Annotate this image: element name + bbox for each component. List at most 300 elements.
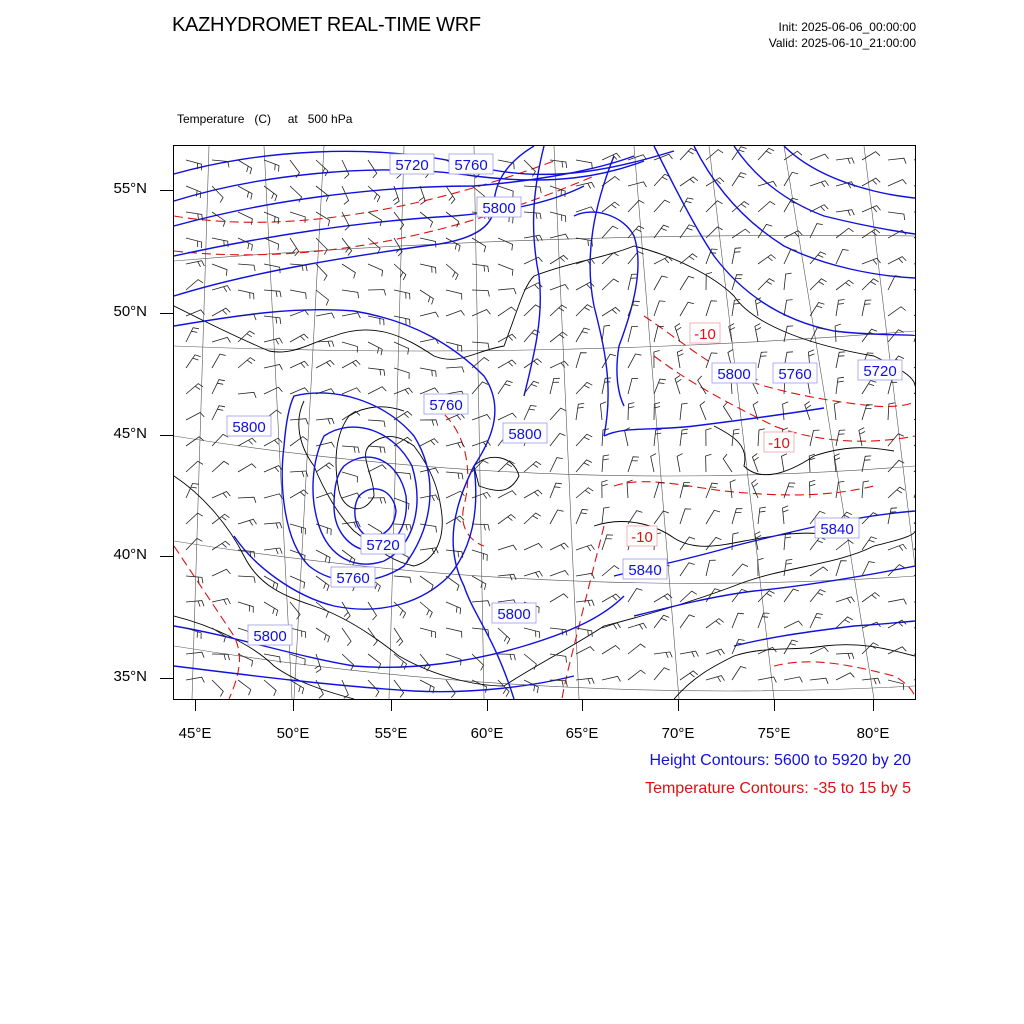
wind-barb (576, 382, 592, 394)
wind-barb (264, 338, 283, 344)
wind-barb (550, 433, 565, 446)
wind-barb (212, 461, 229, 472)
lon-tick (582, 699, 583, 711)
wind-barb (238, 331, 255, 342)
wind-barb (342, 446, 359, 453)
wind-barb (810, 480, 816, 498)
wind-barb (706, 483, 718, 498)
wind-barb (810, 537, 825, 550)
wind-barb (524, 305, 541, 316)
wind-barb (576, 647, 594, 654)
wind-barb (238, 290, 254, 299)
wind-barb (420, 548, 438, 554)
wind-barb (290, 334, 308, 342)
wind-barb (914, 211, 915, 217)
wind-barb (342, 388, 361, 394)
lon-label-45e: 45°E (178, 725, 212, 742)
valid-time: Valid: 2025-06-10_21:00:00 (768, 36, 916, 50)
wind-barb (680, 148, 696, 160)
wind-barb (888, 544, 907, 550)
wind-barb (784, 198, 798, 212)
lat-label-55n: 55°N (113, 180, 147, 197)
wind-barb (834, 402, 840, 420)
wind-barb (680, 563, 695, 576)
wind-barb (602, 535, 613, 550)
wind-barb (472, 264, 489, 272)
wind-barb (394, 264, 406, 280)
wind-barb (238, 464, 256, 472)
wind-barb (732, 509, 742, 524)
wind-barb (600, 402, 606, 420)
wind-barb (654, 225, 669, 238)
wind-barb (914, 181, 915, 186)
lon-tick (293, 699, 294, 711)
wind-barb (752, 454, 758, 473)
svg-text:5800: 5800 (508, 426, 542, 443)
wind-barb (446, 602, 461, 614)
wind-barb (602, 676, 621, 681)
wind-barb (732, 229, 750, 238)
lat-label-45n: 45°N (113, 425, 147, 442)
wind-barb (524, 543, 542, 550)
wind-barb (290, 160, 300, 178)
wind-barb (550, 408, 566, 420)
wind-barb (342, 602, 350, 620)
wind-barb (810, 567, 828, 576)
wind-barb (706, 301, 717, 316)
height-label (858, 360, 902, 380)
wind-barb (706, 676, 725, 682)
wind-barb (602, 279, 619, 290)
wind-barb (238, 680, 251, 695)
wind-barb (498, 515, 516, 525)
wind-barb (446, 311, 465, 317)
graticule (174, 146, 915, 699)
wind-barb (888, 403, 895, 420)
wind-barb (680, 276, 694, 290)
wind-barb (888, 212, 905, 220)
wind-barb (446, 264, 458, 280)
wind-barb (680, 482, 690, 498)
wind-barb (651, 454, 656, 472)
wind-barb (836, 673, 854, 680)
wind-barb (342, 472, 357, 483)
wind-barb (888, 307, 906, 316)
lon-tick (774, 699, 775, 711)
wind-barb (446, 576, 459, 591)
wind-barb (212, 308, 230, 316)
wind-barb (212, 406, 225, 420)
wind-barb (700, 402, 706, 421)
wind-barb (472, 415, 491, 421)
wind-barb (315, 654, 321, 673)
wind-barb (758, 352, 767, 368)
wind-barb (316, 493, 335, 498)
wind-barb (680, 302, 694, 316)
wind-barb (602, 354, 616, 368)
wind-barb (316, 463, 334, 472)
wind-barb (290, 576, 305, 588)
wind-barb (680, 651, 698, 657)
wind-barb (342, 411, 360, 420)
wind-barb (758, 507, 766, 524)
wind-barb (238, 438, 256, 446)
wind-barb (212, 599, 230, 605)
wind-barb (316, 418, 334, 424)
svg-text:5720: 5720 (366, 537, 400, 554)
svg-text:5760: 5760 (454, 157, 488, 174)
wind-barb (628, 589, 642, 603)
wind-barb (550, 543, 568, 550)
wind-barb (498, 264, 513, 276)
wind-barb (212, 680, 223, 697)
wind-barb (706, 560, 716, 576)
wind-barb (888, 257, 906, 264)
wind-barb (628, 623, 647, 629)
wind-barb (602, 378, 611, 394)
wind-barb (498, 289, 516, 295)
height-label (227, 416, 271, 436)
wind-barbs (186, 147, 915, 699)
wind-barb (732, 248, 741, 264)
wind-barb (680, 537, 695, 550)
wind-barb (602, 646, 620, 655)
wind-barb (732, 613, 744, 628)
wind-barb (732, 202, 749, 213)
wind-barb (264, 316, 281, 324)
wind-barb (316, 442, 335, 447)
wind-barb (186, 328, 199, 342)
wind-barb (859, 428, 865, 446)
wind-barb (550, 285, 569, 291)
wind-barb (752, 480, 758, 499)
wind-barb (732, 564, 748, 576)
wind-barb (654, 615, 669, 628)
wind-barb (420, 264, 436, 274)
wind-barb (680, 254, 697, 264)
wind-barb (212, 380, 225, 394)
lat-tick (160, 556, 173, 557)
wind-barb (472, 550, 487, 561)
wind-barb (186, 355, 201, 368)
wind-barb (834, 454, 840, 472)
wind-barb (706, 249, 718, 264)
wind-barb (576, 600, 594, 606)
wind-barb (576, 678, 594, 684)
wind-barb (628, 457, 639, 472)
wind-barb (446, 680, 455, 698)
wind-barb (576, 182, 595, 188)
wind-barb (654, 668, 670, 680)
wind-barb (368, 420, 385, 427)
wind-barb (914, 601, 915, 607)
wind-barb (186, 576, 203, 583)
lon-label-60e: 60°E (470, 725, 504, 742)
wind-barb (264, 365, 282, 370)
wind-barb (782, 454, 787, 472)
wind-barb (576, 488, 593, 498)
wind-barb (810, 205, 828, 212)
wind-barb (914, 305, 915, 316)
wind-barb (368, 446, 385, 453)
wind-barb (368, 264, 383, 276)
wind-barb (576, 460, 592, 472)
wind-barb (723, 402, 732, 420)
lat-tick (160, 190, 173, 191)
wind-barb (420, 290, 433, 304)
time-info (769, 19, 916, 51)
wind-barb (394, 437, 412, 446)
wind-barb (654, 200, 670, 212)
wind-barb (524, 212, 541, 219)
temperature-label (690, 323, 720, 343)
wind-barb (342, 360, 360, 368)
svg-text:5720: 5720 (395, 157, 429, 174)
svg-text:-10: -10 (694, 326, 716, 343)
wind-barb (472, 290, 489, 297)
wind-barb (472, 492, 491, 498)
wind-barb (706, 537, 721, 550)
wind-barb (602, 325, 610, 342)
wind-barb (524, 628, 540, 638)
temperature-label (627, 526, 657, 546)
wind-barb (342, 628, 351, 646)
wind-barb (706, 227, 723, 238)
wind-barb (420, 312, 439, 317)
svg-text:5800: 5800 (497, 606, 531, 623)
wind-barb (914, 410, 915, 420)
wind-barb (836, 280, 854, 290)
lat-label-50n: 50°N (113, 303, 147, 320)
wind-barb (472, 576, 486, 590)
lon-label-55e: 55°E (374, 725, 408, 742)
wind-barb (472, 601, 490, 607)
wind-barb (784, 172, 798, 186)
wind-barb (732, 639, 745, 654)
wind-barb (784, 640, 798, 654)
temperature-label (764, 432, 794, 452)
wind-barb (524, 257, 542, 264)
wind-barb (368, 238, 380, 254)
wind-barb (498, 654, 515, 660)
wind-barb (238, 160, 252, 174)
wind-barb (680, 177, 698, 186)
height-contour-legend: Height Contours: 5600 to 5920 by 20 (649, 752, 911, 769)
wind-barb (628, 200, 644, 212)
svg-text:5720: 5720 (863, 363, 897, 380)
wind-barb (784, 483, 795, 498)
wind-barb (186, 513, 203, 524)
wind-barb (862, 279, 879, 290)
wind-barb (212, 286, 231, 292)
wind-barb (186, 238, 202, 248)
wind-barb (550, 378, 560, 394)
wind-barb (316, 576, 329, 591)
wind-barb (888, 460, 904, 472)
lon-tick (391, 699, 392, 711)
svg-text:5800: 5800 (253, 628, 287, 645)
wind-barb (706, 649, 725, 655)
wind-barb (524, 462, 541, 473)
wind-barb (576, 509, 588, 524)
wind-barb (342, 654, 354, 670)
wind-barb (550, 654, 567, 662)
wind-barb (654, 154, 673, 160)
wind-barb (368, 465, 386, 472)
wind-barb (677, 454, 682, 472)
wind-barb (342, 186, 349, 204)
wind-barb (784, 589, 799, 602)
wind-barb (212, 541, 230, 550)
wind-barb (698, 376, 706, 394)
wind-barb (368, 290, 386, 296)
wind-barb (420, 439, 438, 446)
wind-barb (654, 483, 665, 498)
wind-barb (914, 623, 915, 629)
wind-barb (602, 566, 619, 576)
wind-barb (550, 594, 568, 602)
lon-label-65e: 65°E (565, 725, 599, 742)
wind-barb (238, 212, 252, 225)
wind-barb (836, 377, 844, 394)
wind-barb (836, 653, 854, 659)
wind-barb (836, 430, 845, 446)
wind-barb (680, 403, 688, 420)
wind-barb (264, 290, 281, 297)
wind-barb (446, 628, 462, 638)
wind-barb (498, 307, 516, 316)
wind-barb (914, 675, 915, 680)
wind-barb (420, 212, 433, 228)
wind-barb (524, 680, 538, 693)
wind-barb (446, 654, 461, 665)
wind-barb (888, 180, 906, 187)
wind-barb (264, 387, 282, 394)
wind-barb (810, 181, 829, 187)
wind-barb (810, 303, 824, 317)
wind-barb (550, 571, 569, 577)
wind-barb (680, 509, 691, 524)
wind-barb (888, 508, 897, 524)
lon-label-75e: 75°E (757, 725, 791, 742)
wind-barb (316, 313, 334, 318)
wind-barb (550, 483, 562, 498)
wind-barb (524, 186, 541, 193)
wind-barb (212, 492, 230, 499)
wind-barb (498, 360, 516, 368)
wind-barb (186, 384, 203, 394)
wind-barb (677, 350, 683, 368)
wind-barb (550, 510, 564, 524)
wind-barb (498, 628, 510, 644)
svg-text:5800: 5800 (482, 200, 516, 217)
wind-barb (732, 667, 746, 681)
wind-barb (316, 628, 330, 642)
wind-barb (602, 455, 609, 472)
wind-barb (836, 561, 847, 576)
wind-barb (394, 388, 413, 394)
wind-barb (784, 677, 802, 682)
wind-barb (238, 186, 252, 199)
wind-barb (783, 506, 789, 524)
wind-barb (498, 413, 516, 420)
wind-barb (316, 341, 334, 347)
wind-barb (550, 361, 568, 368)
wind-barb (472, 382, 488, 394)
wind-barb (810, 224, 823, 238)
wind-barb (290, 290, 306, 299)
wind-barb (706, 510, 720, 524)
wind-barb (706, 619, 724, 628)
wind-barb (914, 358, 915, 368)
wind-barb (368, 368, 385, 376)
wind-barb (888, 620, 906, 628)
temperature-contour-legend: Temperature Contours: -35 to 15 by 5 (645, 780, 911, 797)
wind-barb (758, 148, 774, 160)
wind-barb (498, 545, 517, 550)
temperature-contour-labels (627, 323, 794, 546)
wind-barb (654, 276, 668, 290)
wind-barb (654, 379, 666, 394)
wind-barb (576, 160, 592, 169)
wind-barb (524, 490, 542, 498)
height-label (773, 363, 817, 383)
wind-barb (264, 466, 282, 472)
wind-barb (264, 602, 278, 616)
wind-barb (602, 226, 618, 238)
wind-barb (368, 498, 386, 504)
svg-text:5760: 5760 (778, 366, 812, 383)
wind-barb (862, 178, 880, 186)
wind-barb (862, 643, 879, 654)
wind-barb (394, 576, 411, 583)
wind-barb (420, 628, 436, 638)
wind-barb (836, 597, 855, 603)
wind-barb (862, 300, 871, 316)
lat-label-35n: 35°N (113, 668, 147, 685)
wind-barb (368, 602, 377, 620)
wind-barb (316, 238, 327, 255)
wind-barb (784, 559, 792, 576)
wind-barb (836, 228, 854, 238)
height-label (503, 423, 547, 443)
lon-tick (195, 699, 196, 711)
wind-barb (264, 160, 279, 172)
wind-barb (836, 300, 845, 317)
wind-barb (628, 644, 645, 654)
wind-barb (420, 420, 438, 426)
wind-barb (602, 507, 610, 524)
wind-barb (862, 513, 878, 524)
wind-barb (576, 434, 592, 446)
lat-label-40n: 40°N (113, 546, 147, 563)
lat-tick (160, 435, 173, 436)
wind-barb (186, 413, 204, 421)
wind-barb (706, 454, 712, 472)
wind-barb (914, 510, 915, 524)
lon-tick (678, 699, 679, 711)
wind-barb (732, 429, 740, 446)
wind-barb (576, 328, 590, 342)
wind-barb (784, 621, 802, 628)
wind-barb (238, 497, 256, 503)
wind-barb (498, 491, 516, 498)
wind-barb (472, 310, 490, 317)
wind-barb (420, 576, 433, 591)
wind-barb (680, 429, 688, 446)
wind-barb (628, 378, 638, 394)
wind-barb (238, 392, 256, 398)
